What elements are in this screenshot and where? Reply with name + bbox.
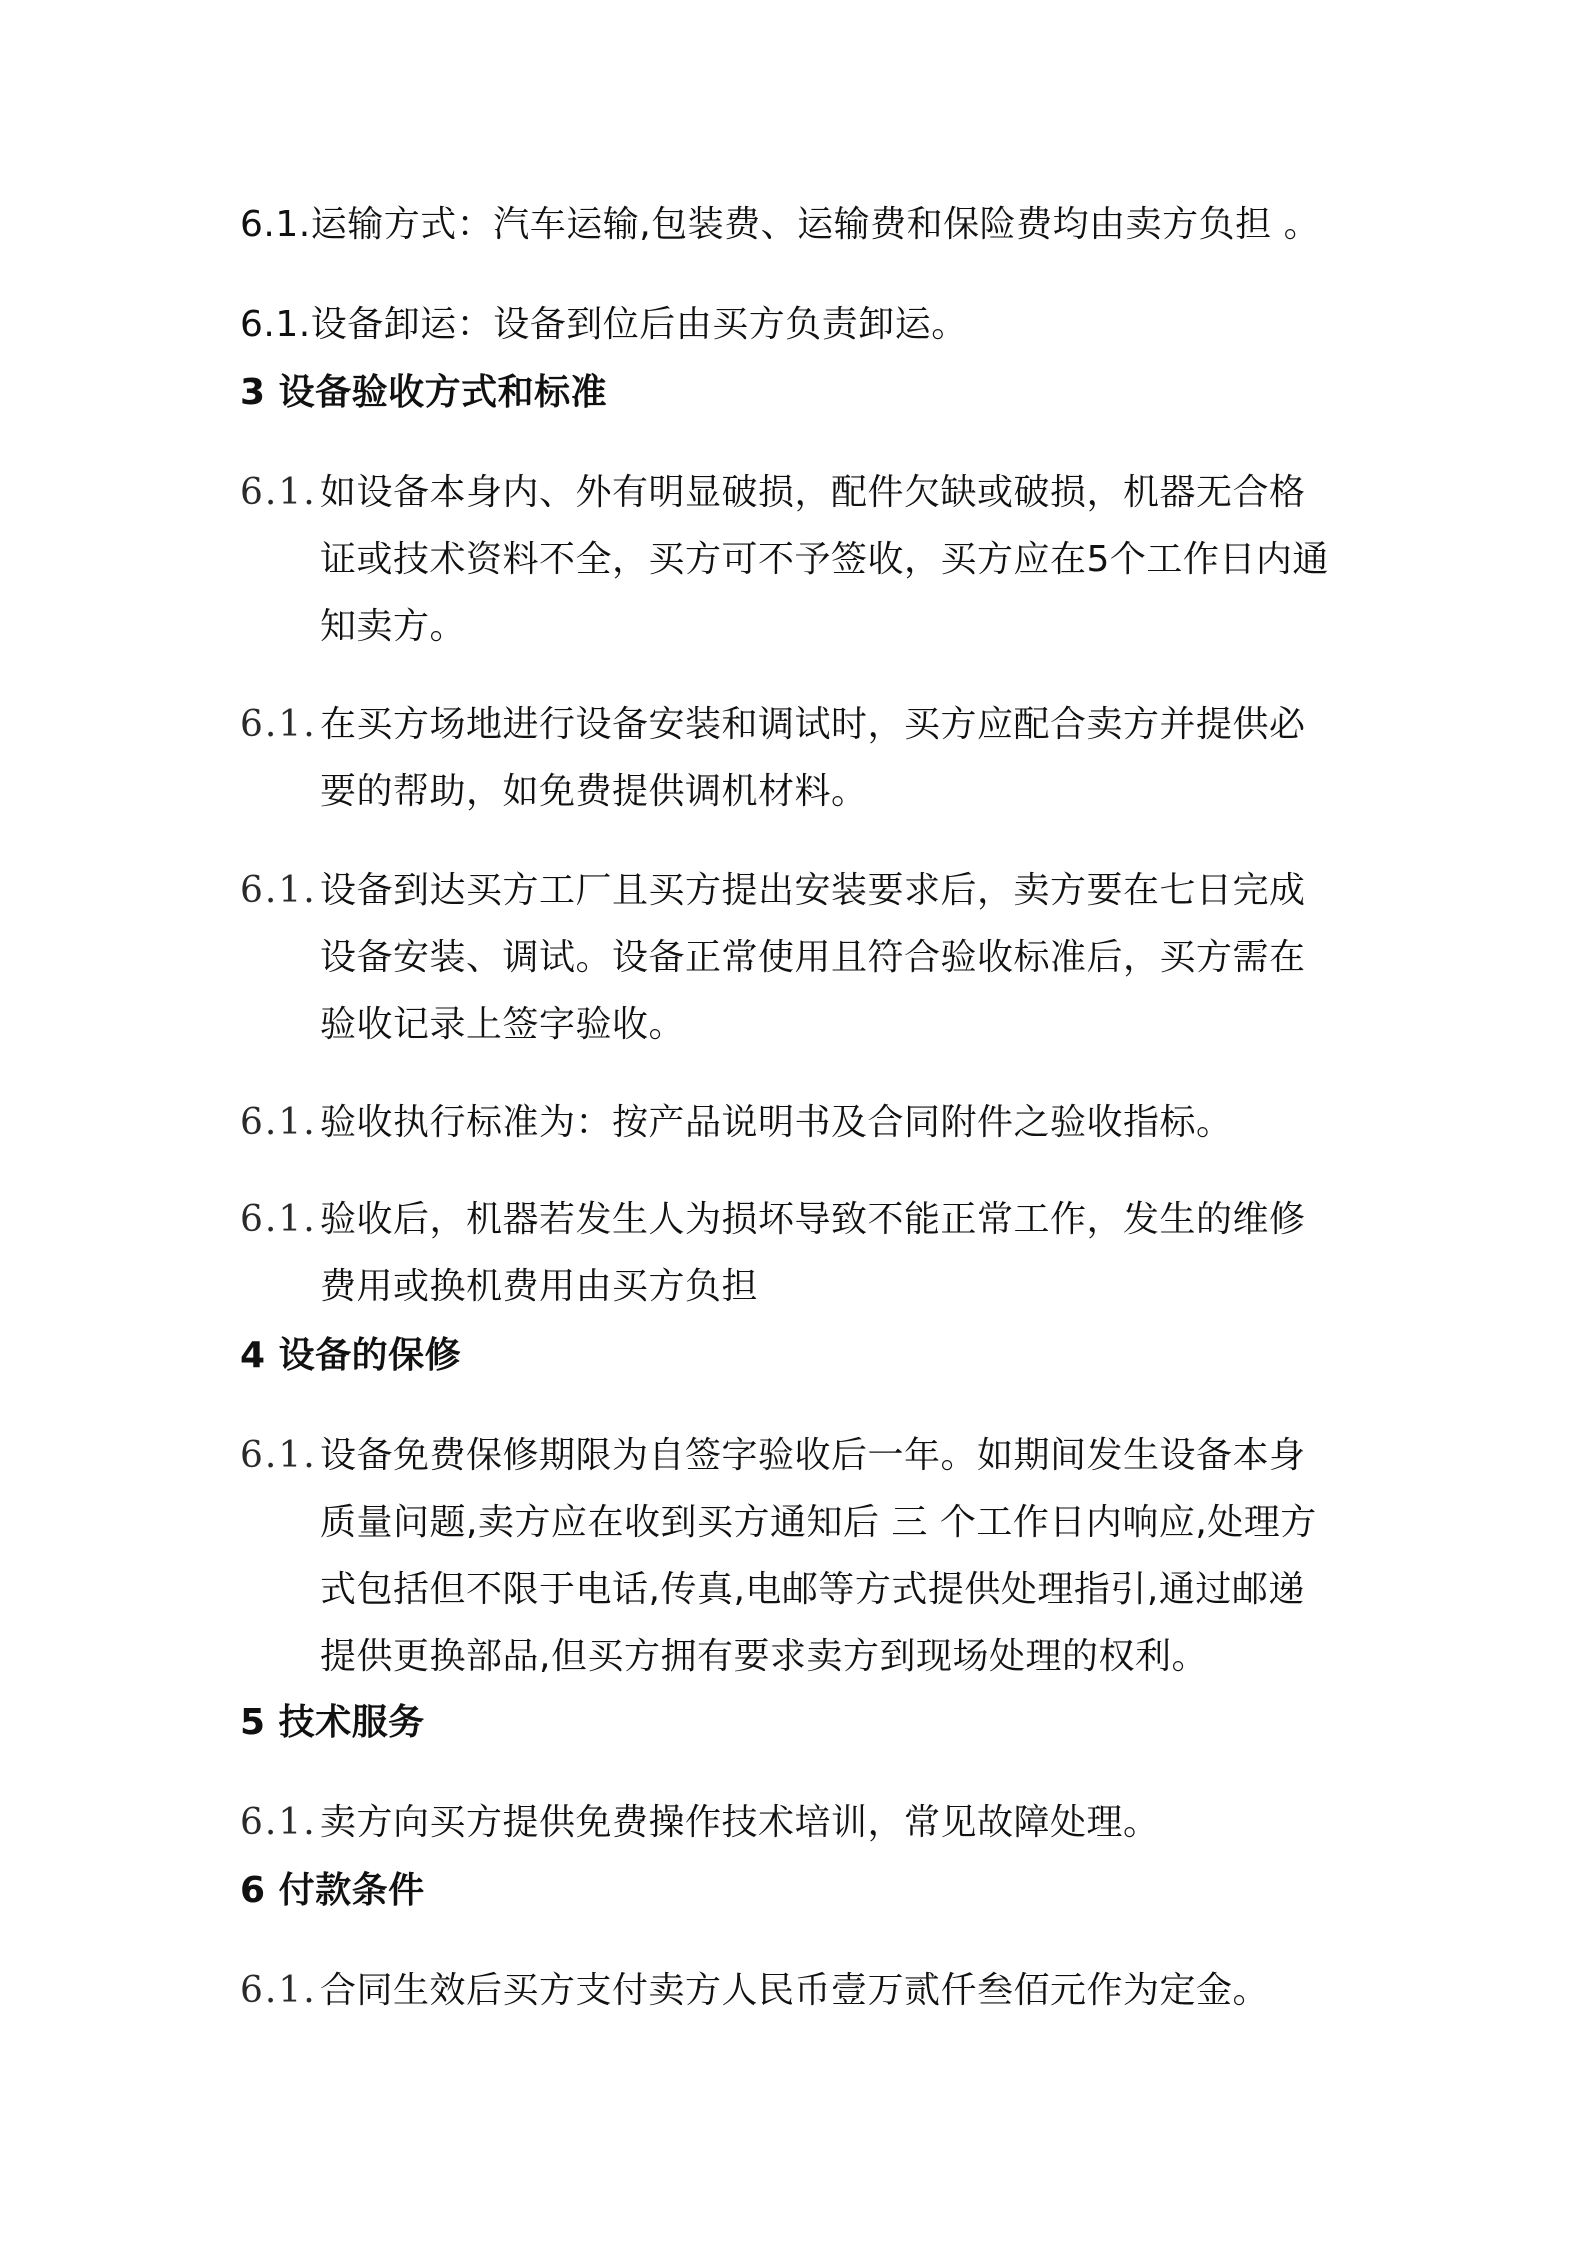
clause-line: 如设备本身内、外有明显破损，配件欠缺或破损，机器无合格 [320, 472, 1306, 513]
clause-number: 6.1. [240, 1102, 317, 1143]
clause-number: 6.1. [240, 1802, 317, 1843]
transport-method-line: 6.1.运输方式：汽车运输,包装费、运输费和保险费均由卖方负担 。 [240, 204, 1321, 245]
section-heading-tech-service: 5 技术服务 [240, 1702, 425, 1743]
clause-line: 合同生效后买方支付卖方人民币壹万贰仟叁佰元作为定金。 [320, 1970, 1270, 2011]
clause-line: 验收记录上签字验收。 [320, 1004, 686, 1045]
clause-number: 6.1. [240, 1970, 317, 2011]
unloading-line: 6.1.设备卸运：设备到位后由买方负责卸运。 [240, 304, 968, 345]
clause-line: 卖方向买方提供免费操作技术培训，常见故障处理。 [320, 1802, 1160, 1843]
clause-line: 验收执行标准为：按产品说明书及合同附件之验收指标。 [320, 1102, 1233, 1143]
clause-line: 设备到达买方工厂且买方提出安装要求后，卖方要在七日完成 [320, 870, 1306, 911]
clause-number: 6.1. [240, 472, 317, 513]
section-heading-payment: 6 付款条件 [240, 1870, 425, 1911]
clause-line: 费用或换机费用由买方负担 [320, 1266, 759, 1307]
clause-line: 式包括但不限于电话,传真,电邮等方式提供处理指引,通过邮递 [320, 1569, 1305, 1610]
clause-line: 设备免费保修期限为自签字验收后一年。如期间发生设备本身 [320, 1435, 1306, 1476]
clause-number: 6.1. [240, 1199, 317, 1240]
clause-number: 6.1. [240, 1435, 317, 1476]
clause-line: 知卖方。 [320, 606, 467, 647]
clause-line: 质量问题,卖方应在收到买方通知后 三 个工作日内响应,处理方 [320, 1502, 1317, 1543]
section-heading-acceptance: 3 设备验收方式和标准 [240, 372, 608, 413]
clause-number: 6.1. [240, 704, 317, 745]
clause-line: 设备安装、调试。设备正常使用且符合验收标准后，买方需在 [320, 937, 1306, 978]
clause-line: 提供更换部品,但买方拥有要求卖方到现场处理的权利。 [320, 1636, 1208, 1677]
clause-line: 要的帮助，如免费提供调机材料。 [320, 771, 868, 812]
clause-number: 6.1. [240, 870, 317, 911]
section-heading-warranty: 4 设备的保修 [240, 1335, 462, 1376]
clause-line: 在买方场地进行设备安装和调试时，买方应配合卖方并提供必 [320, 704, 1306, 745]
clause-line: 验收后，机器若发生人为损坏导致不能正常工作，发生的维修 [320, 1199, 1306, 1240]
clause-line: 证或技术资料不全，买方可不予签收，买方应在5个工作日内通 [320, 539, 1329, 580]
